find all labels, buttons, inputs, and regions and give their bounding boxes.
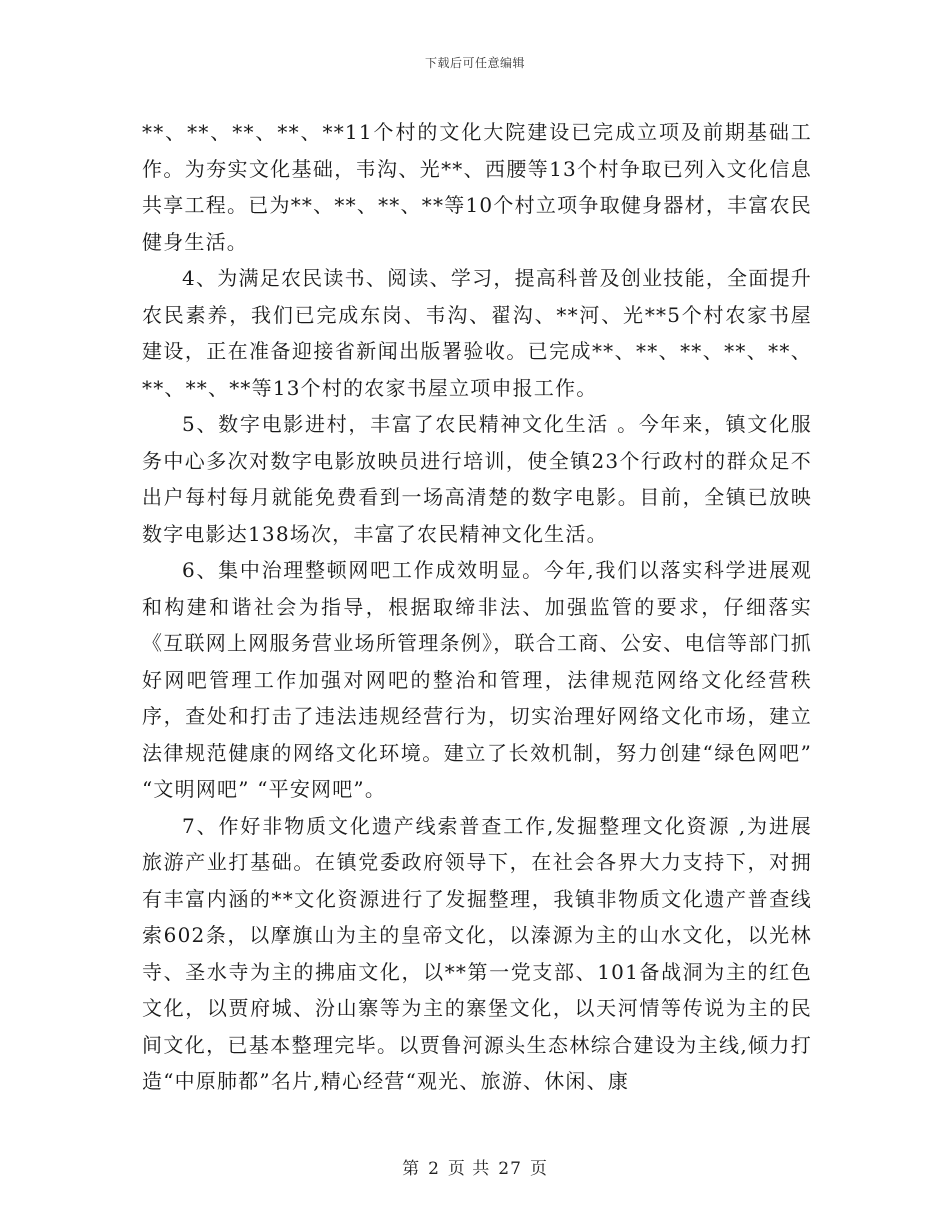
paragraph-item-6: 6、集中治理整顿网吧工作成效明显。今年,我们以落实科学进展观和构建和谐社会为指导，根据取缔非法、加强监管的要求，仔细落实《互联网上网服务营业场所管理条例》，联合工商、公安、电信等部门抓好网吧管理工作加强对网吧的整治和管理，法律规范网络文化经营秩序，查处和打击了违法违规经营行为，切实治理好网络文化市场，建立法律规范健康的网络文化环境。建立了长效机制，努力创建“绿色网吧” “文明网吧” “平安网吧”。 [142,558,812,801]
page-footer [0,1154,950,1179]
footer-total-pages: 27 [498,1159,522,1179]
footer-suffix: 页 [529,1159,548,1179]
document-body [142,114,812,1100]
footer-current-page: 2 [428,1159,440,1179]
footer-middle: 页 共 [447,1159,491,1179]
paragraph-item-5: 5、数字电影进村，丰富了农民精神文化生活 。今年来，镇文化服务中心多次对数字电影放映员进行培训，使全镇23个行政村的群众足不出户每村每月就能免费看到一场高清楚的数字电影。目前，全镇已放映数字电影达138场次，丰富了农民精神文化生活。 [142,412,812,546]
header-note: 下载后可任意编辑 [424,56,525,70]
paragraph-item-4: 4、为满足农民读书、阅读、学习，提高科普及创业技能，全面提升农民素养，我们已完成东岗、韦沟、翟沟、**河、光**5个村农家书屋建设，正在准备迎接省新闻出版署验收。已完成**、**、**、**、**、**、**、**等13个村的农家书屋立项申报工作。 [142,266,812,400]
paragraph-item-7: 7、作好非物质文化遗产线索普查工作,发掘整理文化资源 ,为进展旅游产业打基础。在镇党委政府领导下，在社会各界大力支持下，对拥有丰富内涵的**文化资源进行了发掘整理，我镇非物质文化遗产普查线索602条，以摩旗山为主的皇帝文化，以溱源为主的山水文化，以光林寺、圣水寺为主的拂庙文化，以**第一党支部、101备战洞为主的红色文化，以贾府城、汾山寨等为主的寨堡文化，以天河情等传说为主的民间文化，已基本整理完毕。以贾鲁河源头生态林综合建设为主线,倾力打造“中原肺都”名片,精心经营“观光、旅游、休闲、康 [142,813,812,1093]
footer-prefix: 第 [402,1159,421,1179]
paragraph-continuation: **、**、**、**、**11个村的文化大院建设已完成立项及前期基础工作。为夯实文化基础，韦沟、光**、西腰等13个村争取已列入文化信息共享工程。已为**、**、**、**等10个村立项争取健身器材，丰富农民健身生活。 [142,120,812,254]
